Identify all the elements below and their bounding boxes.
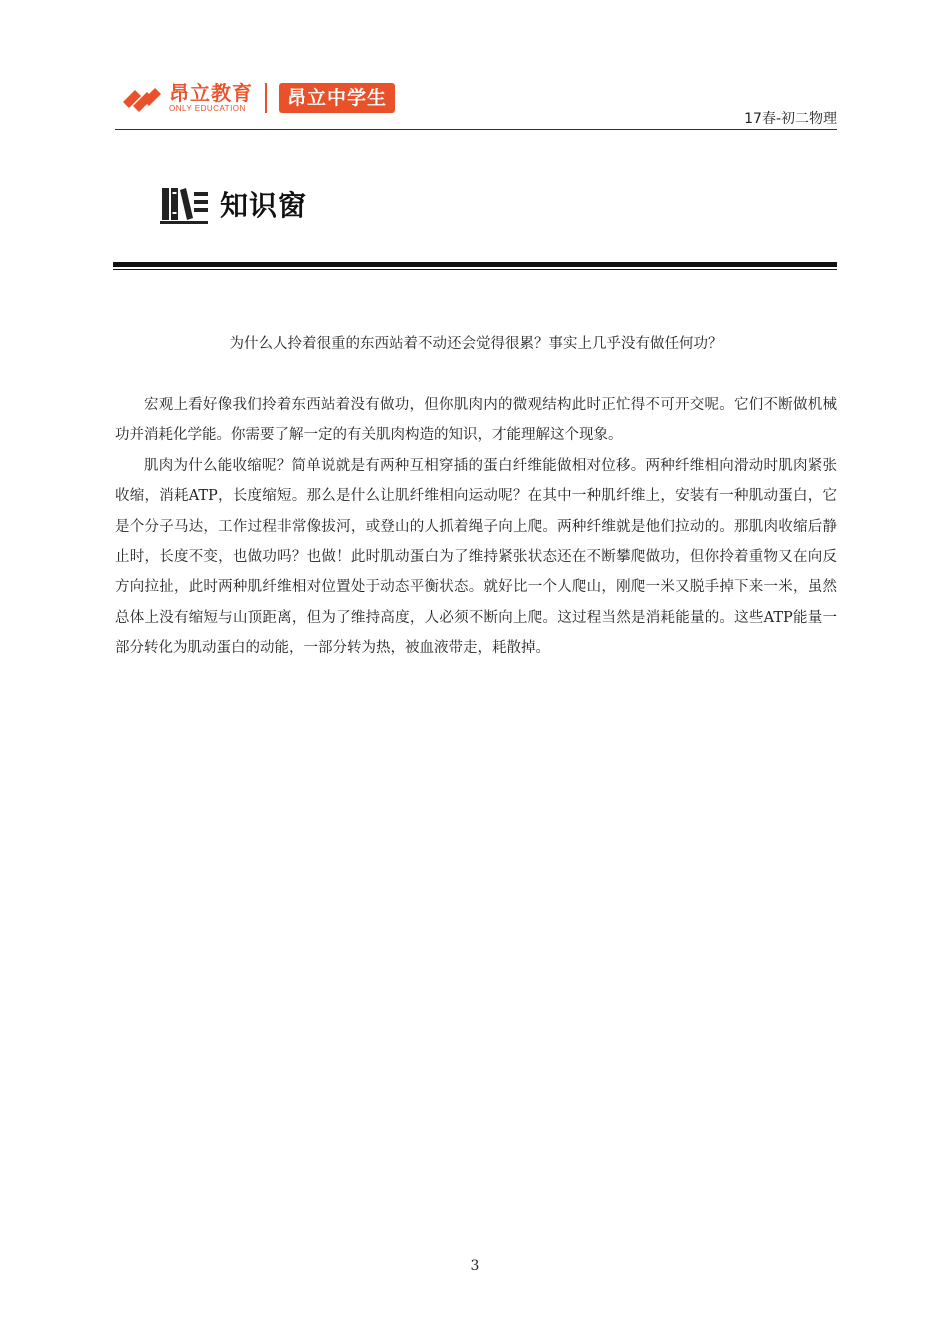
brand-block <box>169 82 253 114</box>
section-title: 知识窗 <box>220 189 308 222</box>
brand-english-name: ONLY EDUCATION <box>169 104 246 113</box>
section-rule-thin <box>113 269 837 270</box>
question-text: 为什么人拎着很重的东西站着不动还会觉得很累？事实上几乎没有做任何功？ <box>229 336 723 352</box>
logo-divider <box>265 83 267 113</box>
page-header <box>115 72 837 130</box>
sub-brand-badge: 昂立中学生 <box>279 83 395 113</box>
brand-name: 昂立教育 <box>169 81 253 105</box>
section-rule-thick <box>113 262 837 267</box>
logo-mark-icon <box>121 80 163 116</box>
logo <box>121 76 395 120</box>
books-icon <box>158 182 210 226</box>
header-divider <box>115 129 837 130</box>
section-heading <box>158 181 307 227</box>
page-number: 3 <box>470 1258 480 1274</box>
course-label: 17春-初二物理 <box>744 111 837 127</box>
paragraph: 宏观上看好像我们拎着东西站着没有做功，但你肌肉内的微观结构此时正忙得不可开交呢。它们不断做机械功并消耗化学能。你需要了解一定的有关肌肉构造的知识，才能理解这个现象。 <box>115 397 837 444</box>
paragraph: 肌肉为什么能收缩呢？简单说就是有两种互相穿插的蛋白纤维能做相对位移。两种纤维相向滑动时肌肉紧张收缩，消耗ATP，长度缩短。那么是什么让肌纤维相向运动呢？在其中一种肌纤维上，安装有一种肌动蛋白，它是个分子马达，工作过程非常像拔河，或登山的人抓着绳子向上爬。两种纤维就是他们拉动的。那肌肉收缩后静止时，长度不变，也做功吗？也做！此时肌动蛋白为了维持紧张状态还在不断攀爬做功，但你拎着重物又在向反方向拉扯，此时两种肌纤维相对位置处于动态平衡状态。就好比一个人爬山，刚爬一米又脱手掉下来一米，虽然总体上没有缩短与山顶距离，但为了维持高度，人必须不断向上爬。这过程当然是消耗能量的。这些ATP能量一部分转化为肌动蛋白的动能，一部分转为热，被血液带走，耗散掉。 <box>115 457 837 657</box>
body-text <box>115 390 837 664</box>
